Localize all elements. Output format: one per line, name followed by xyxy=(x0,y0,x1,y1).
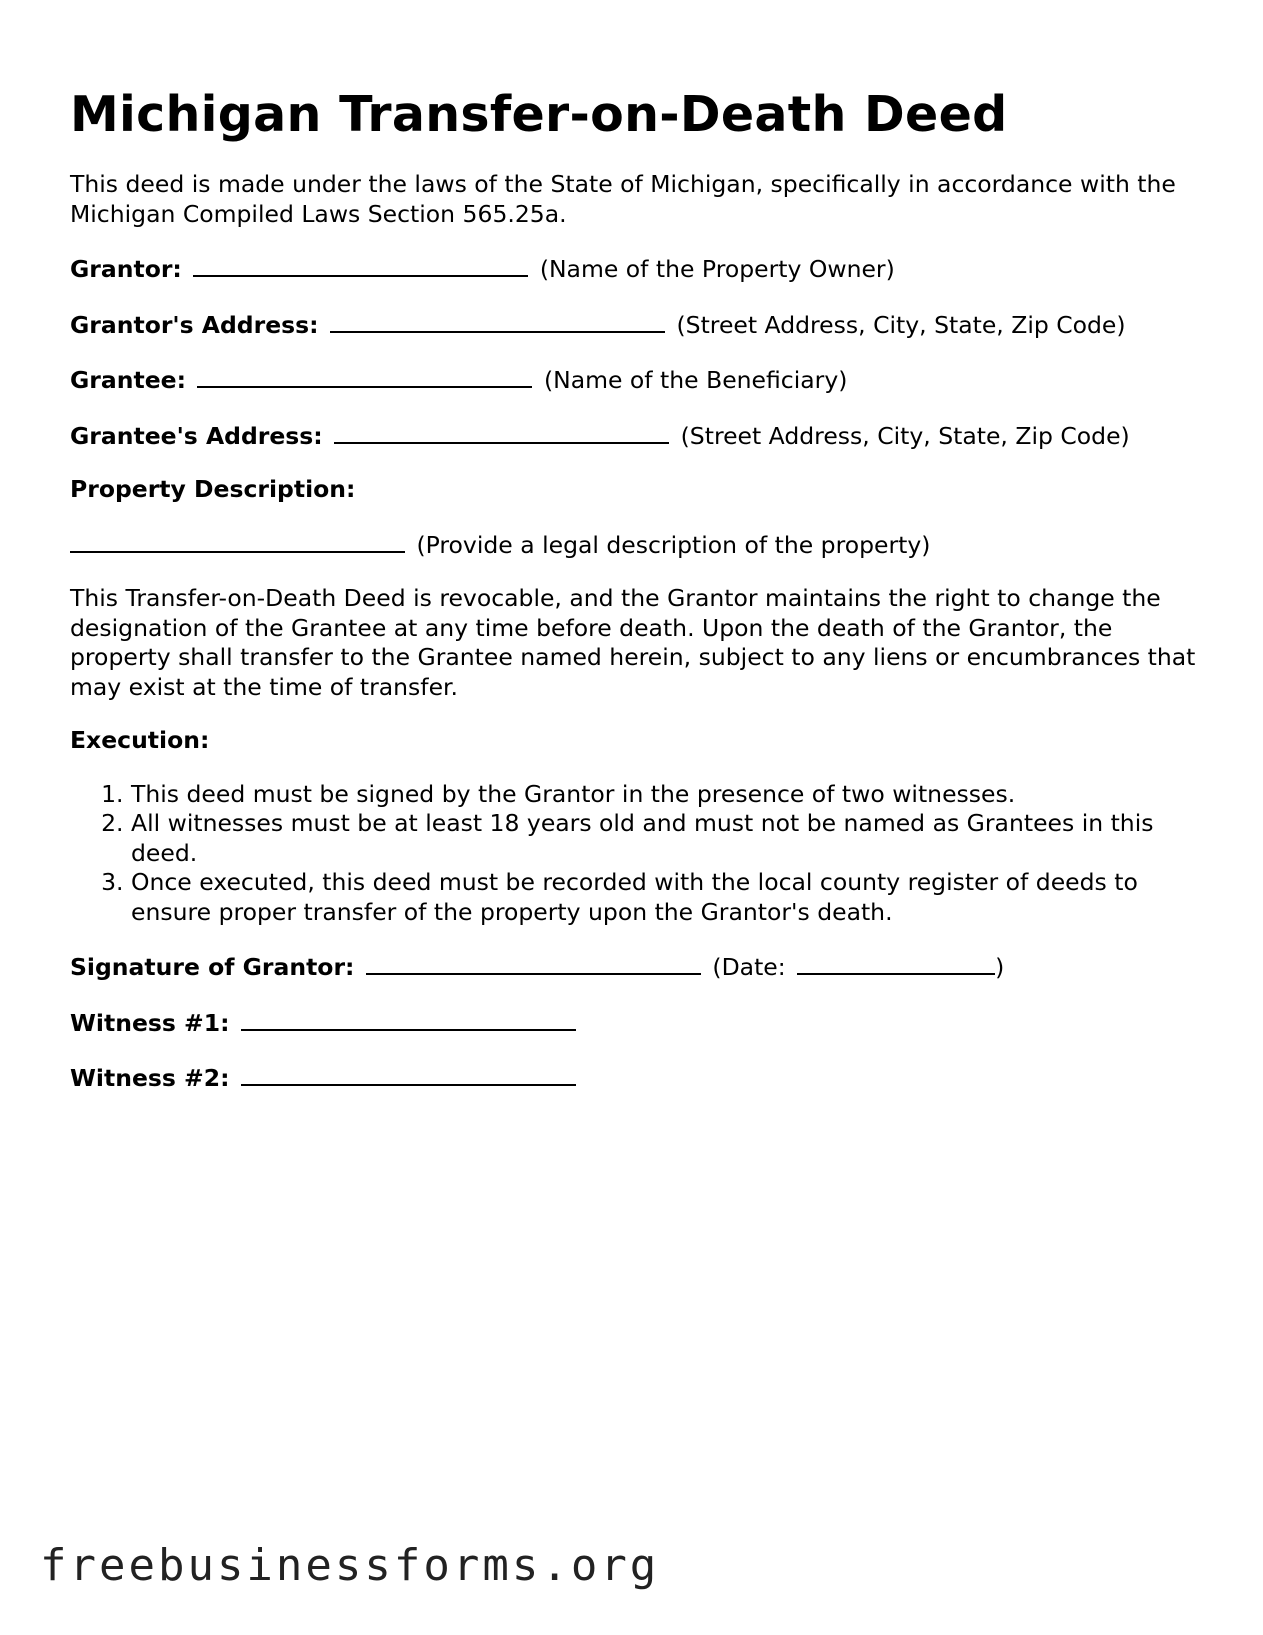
grantee-address-row xyxy=(70,420,1200,452)
date-close: ) xyxy=(995,953,1005,981)
grantee-address-blank[interactable] xyxy=(334,420,669,444)
property-description-row xyxy=(70,529,1200,561)
witness-1-row xyxy=(70,1007,1200,1039)
execution-item: 3. Once executed, this deed must be recorded with the local county register of deeds to ensure proper transfer of the property upon the Grantor's death. xyxy=(131,868,1200,927)
grantor-address-hint: (Street Address, City, State, Zip Code) xyxy=(676,310,1126,339)
grantee-name-blank[interactable] xyxy=(197,364,532,388)
document-page xyxy=(70,82,1200,1094)
execution-heading-row xyxy=(70,726,1200,756)
property-description-heading-row xyxy=(70,475,1200,505)
witness-1-label: Witness #1: xyxy=(70,1008,230,1037)
witness-2-label: Witness #2: xyxy=(70,1064,230,1092)
execution-item: 2. All witnesses must be at least 18 years old and must not be named as Grantees in this deed. xyxy=(131,809,1200,868)
property-description-blank[interactable] xyxy=(70,529,405,553)
signature-blank[interactable] xyxy=(366,951,701,975)
watermark: freebusinessforms.org xyxy=(40,1540,660,1591)
property-description-label: Property Description: xyxy=(70,475,356,503)
signature-label: Signature of Grantor: xyxy=(70,953,355,981)
revocable-paragraph: This Transfer-on-Death Deed is revocable, and the Grantor maintains the right to change the designation of the Grantee at any time before death. Upon the death of the Grantor, the property shall transfer to the Grantee named herein, subject to any liens or encumbrances that may exist at the time of transfer. xyxy=(70,584,1196,701)
date-label: (Date: xyxy=(712,953,786,981)
signature-row xyxy=(70,951,1200,983)
intro-paragraph: This deed is made under the laws of the State of Michigan, specifically in accordance with the Michigan Compiled Laws Section 565.25a. xyxy=(70,170,1176,228)
property-description-hint: (Provide a legal description of the property) xyxy=(416,530,931,559)
grantee-hint: (Name of the Beneficiary) xyxy=(543,366,848,394)
execution-list xyxy=(70,780,1200,928)
grantor-row xyxy=(70,253,1200,285)
grantor-address-label: Grantor's Address: xyxy=(70,310,319,339)
witness-1-blank[interactable] xyxy=(241,1007,576,1031)
grantor-name-blank[interactable] xyxy=(193,253,528,277)
execution-heading: Execution: xyxy=(70,726,210,754)
grantee-row xyxy=(70,364,1200,396)
grantor-address-blank[interactable] xyxy=(330,309,665,333)
grantor-hint: (Name of the Property Owner) xyxy=(539,255,895,283)
grantee-label: Grantee: xyxy=(70,366,186,394)
grantee-address-label: Grantee's Address: xyxy=(70,421,323,450)
document-title: Michigan Transfer-on-Death Deed xyxy=(70,86,1008,143)
grantor-address-row xyxy=(70,309,1200,341)
witness-2-blank[interactable] xyxy=(241,1062,576,1086)
execution-item: 1. This deed must be signed by the Grantor in the presence of two witnesses. xyxy=(131,780,1200,810)
witness-2-row xyxy=(70,1062,1200,1094)
grantor-label: Grantor: xyxy=(70,255,182,283)
grantee-address-hint: (Street Address, City, State, Zip Code) xyxy=(680,421,1130,450)
date-blank[interactable] xyxy=(797,951,995,975)
